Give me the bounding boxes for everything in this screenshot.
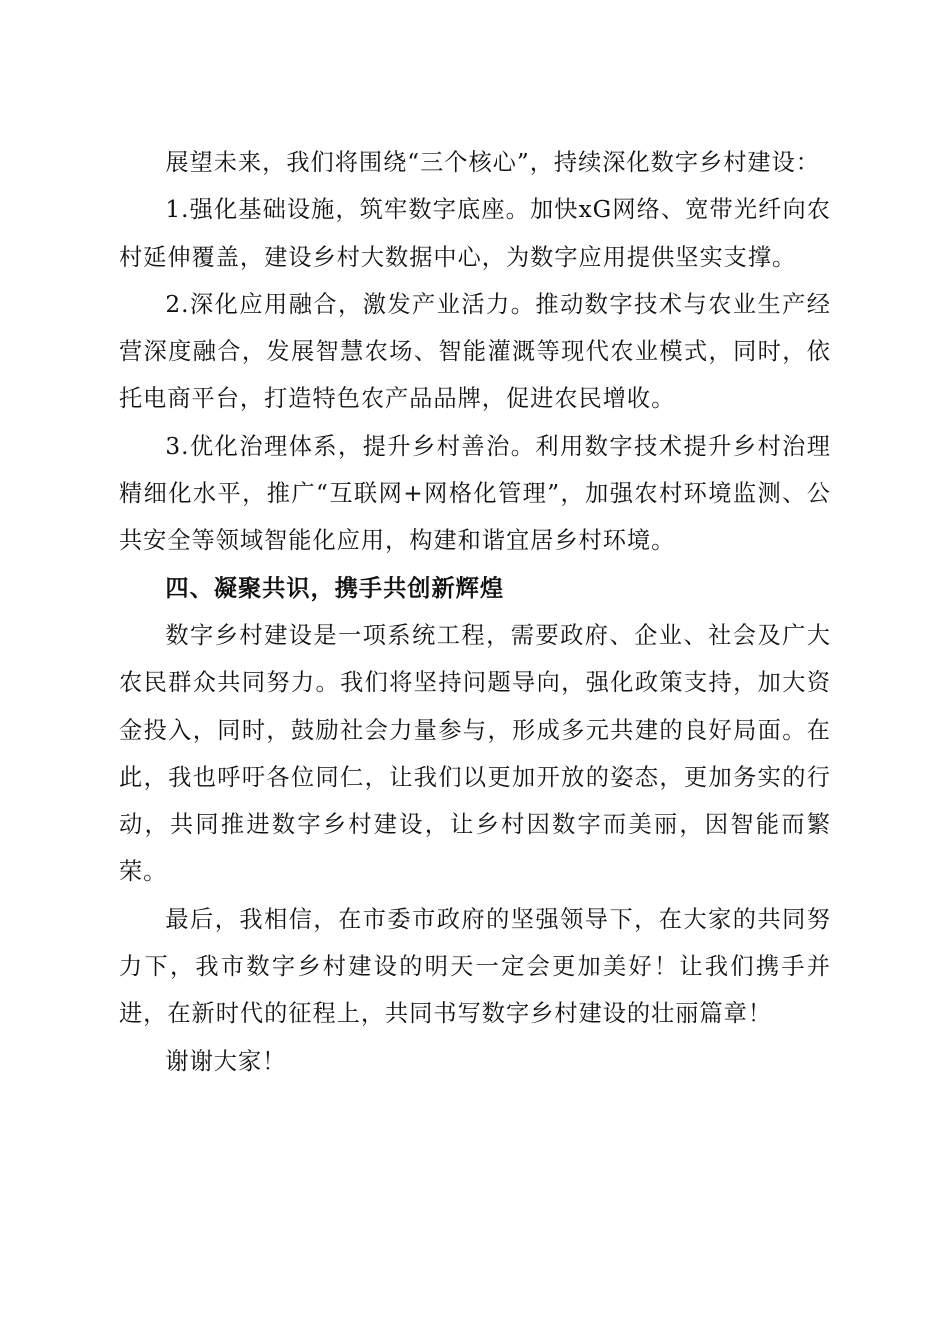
section-heading: 四、凝聚共识，携手共创新辉煌 [165,574,505,602]
paragraph-item-1: 1.强化基础设施，筑牢数字底座。加快xG网络、宽带光纤向农村延伸覆盖，建设乡村大数据中心，为数字应用提供坚实支撑。 [119,196,831,271]
paragraph-outlook: 展望未来，我们将围绕“三个核心”，持续深化数字乡村建设： [165,149,820,176]
paragraph-conclusion: 最后，我相信，在市委市政府的坚强领导下，在大家的共同努力下，我市数字乡村建设的明天一定会更加美好！让我们携手并进，在新时代的征程上，共同书写数字乡村建设的壮丽篇章！ [119,905,831,1028]
paragraph-thanks: 谢谢大家！ [165,1047,287,1075]
paragraph-item-3: 3.优化治理体系，提升乡村善治。利用数字技术提升乡村治理精细化水平，推广“互联网+网格化管理”，加强农村环境监测、公共安全等领域智能化应用，构建和谐宜居乡村环境。 [119,432,831,555]
document-body [119,139,831,1085]
paragraph-item-2: 2.深化应用融合，激发产业活力。推动数字技术与农业生产经营深度融合，发展智慧农场、智能灌溉等现代农业模式，同时，依托电商平台，打造特色农产品品牌，促进农民增收。 [119,290,831,413]
paragraph-consensus: 数字乡村建设是一项系统工程，需要政府、企业、社会及广大农民群众共同努力。我们将坚持问题导向，强化政策支持，加大资金投入，同时，鼓励社会力量参与，形成多元共建的良好局面。在此，我也呼吁各位同仁，让我们以更加开放的姿态，更加务实的行动，共同推进数字乡村建设，让乡村因数字而美丽，因智能而繁荣。 [119,621,831,886]
